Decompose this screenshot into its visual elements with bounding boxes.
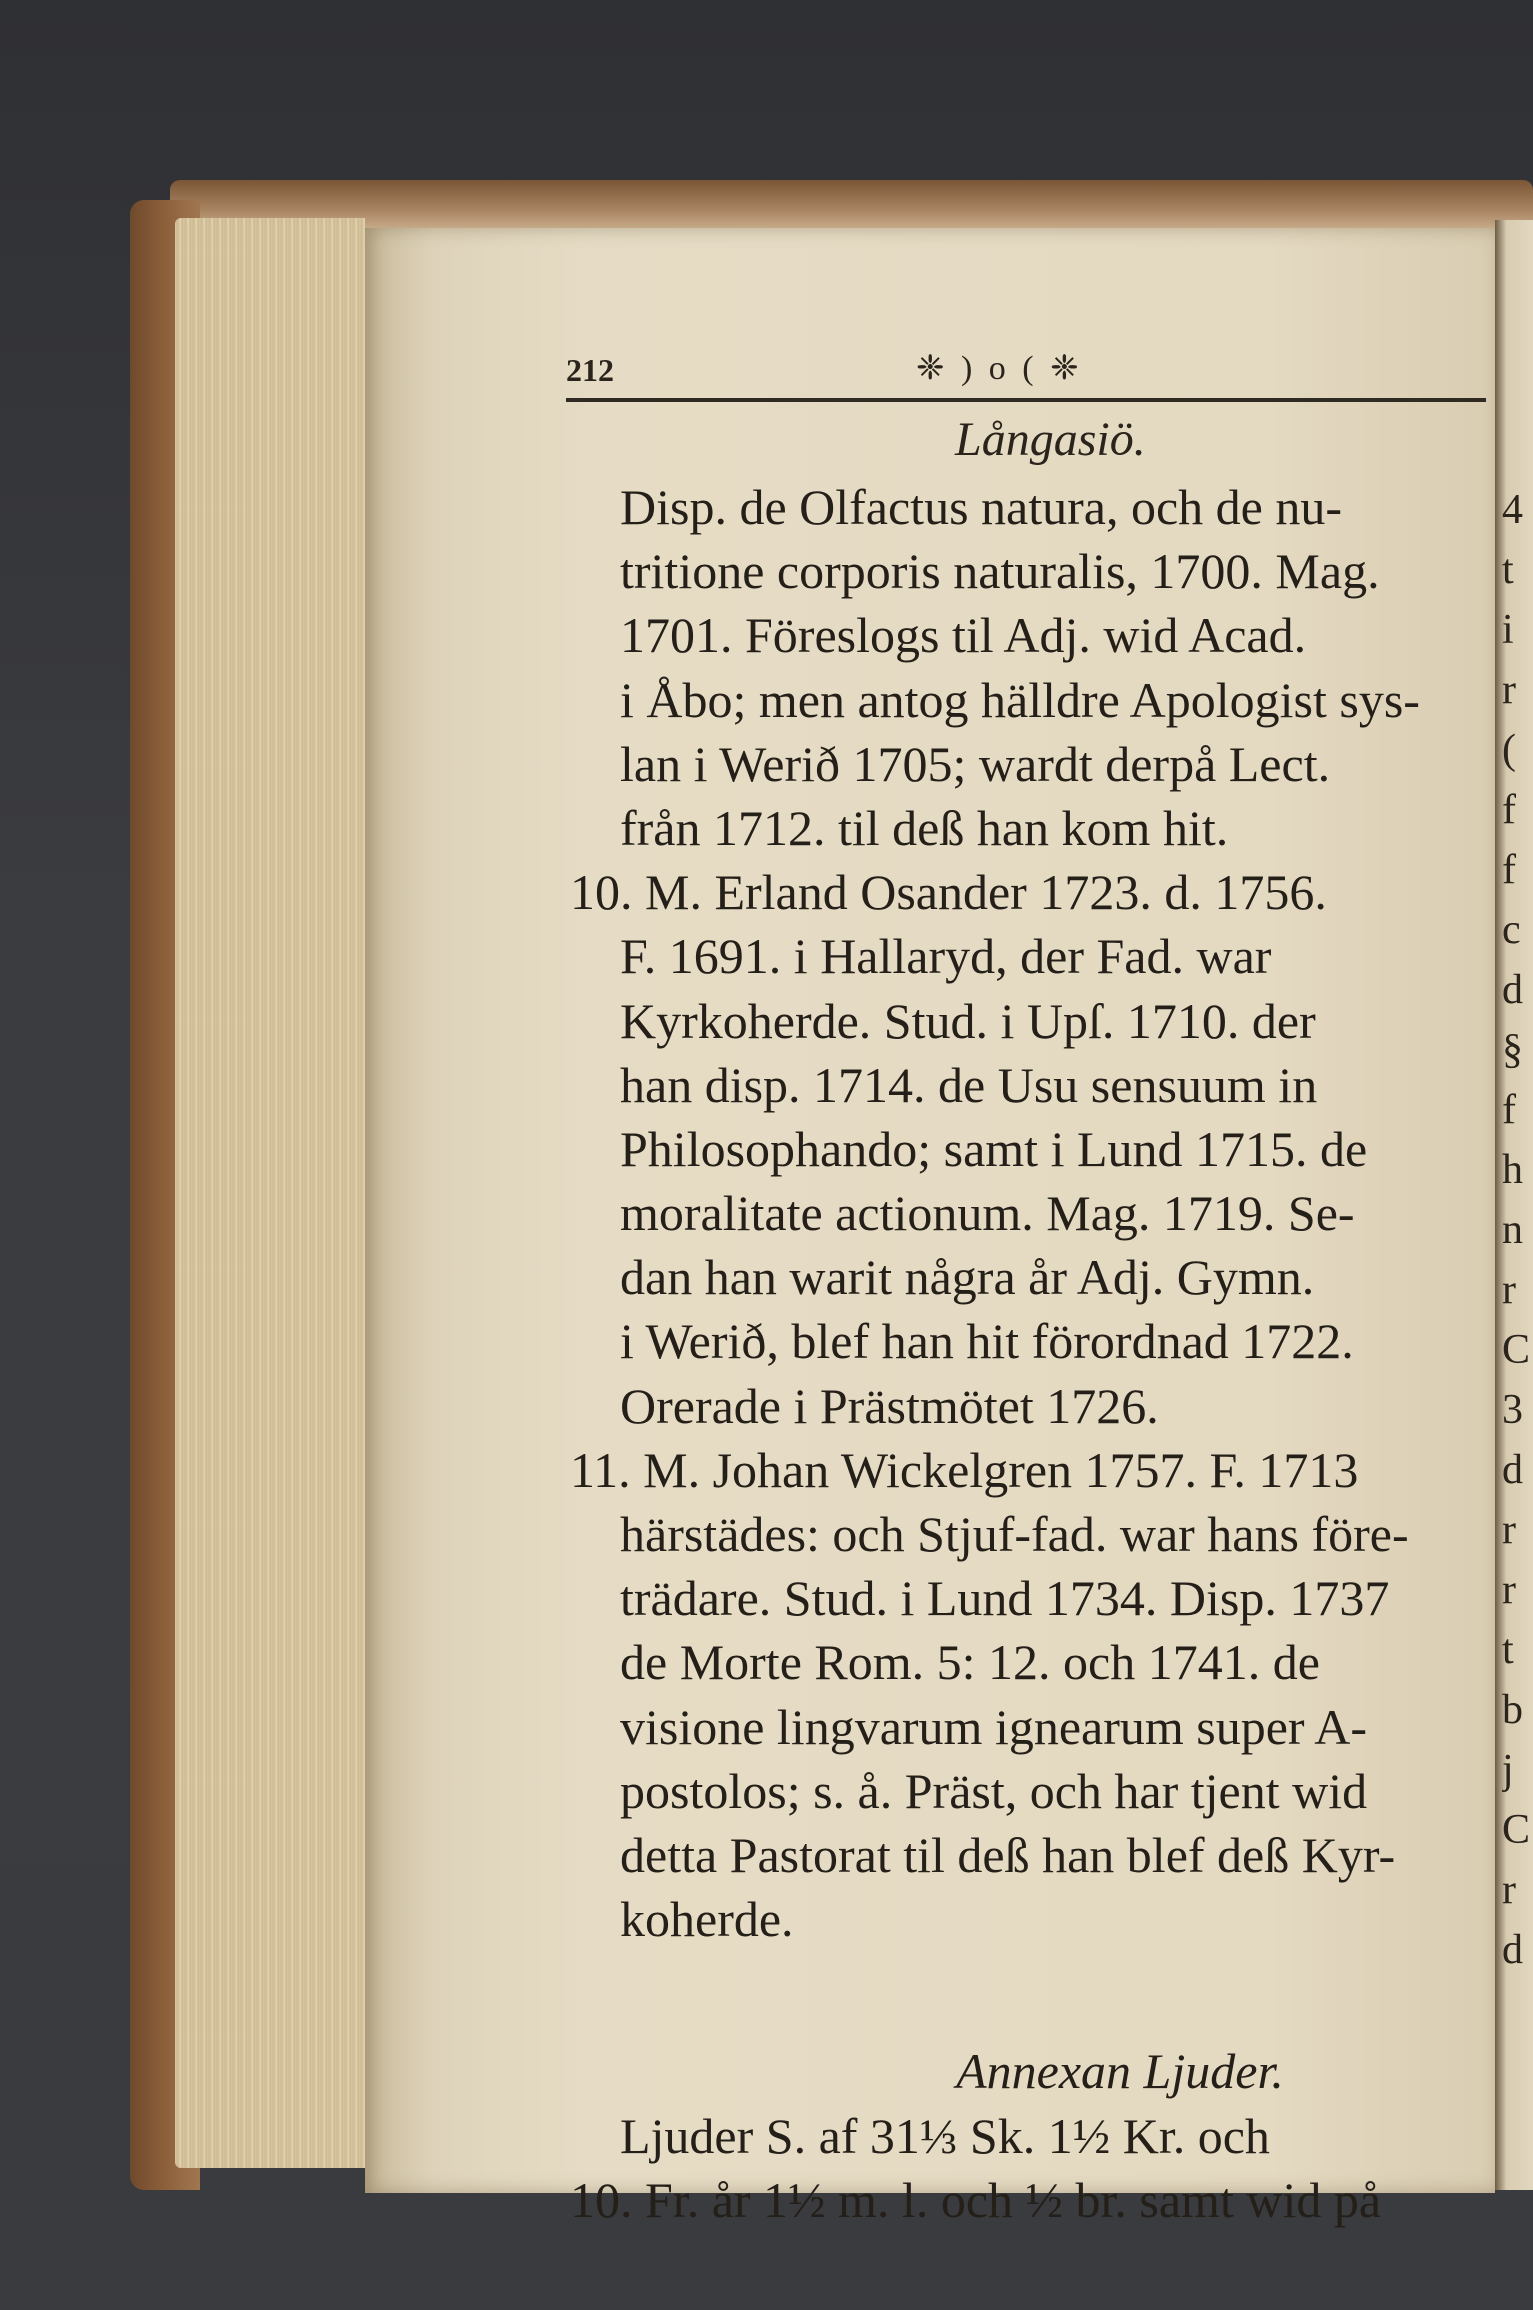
text-line: i Åbo; men antog hälldre Apologist sys-	[620, 671, 1420, 728]
book-cover-top	[170, 180, 1533, 230]
text-line: härstädes: och Stjuf-fad. war hans före-	[620, 1506, 1409, 1562]
text-line: 10. Fr. år 1½ m. l. och ½ br. samt wid på	[570, 2171, 1382, 2228]
text-line: från 1712. til deß han kom hit.	[620, 799, 1229, 856]
page-edges	[175, 218, 365, 2168]
text-line: trädare. Stud. i Lund 1734. Disp. 1737	[620, 1570, 1390, 1627]
text-line: postolos; s. å. Präst, och har tjent wid	[620, 1762, 1368, 1819]
text-line: han disp. 1714. de Usu sensuum in	[620, 1056, 1318, 1113]
text-line: detta Pastorat til deß han blef deß Kyr-	[620, 1826, 1396, 1883]
text-line: F. 1691. i Hallaryd, der Fad. war	[620, 928, 1272, 985]
text-line: 10. M. Erland Osander 1723. d. 1756.	[570, 864, 1327, 921]
text-line: 1701. Föreslogs til Adj. wid Acad.	[620, 607, 1307, 664]
text-line: Ljuder S. af 31⅓ Sk. 1½ Kr. och	[620, 2107, 1270, 2164]
text-line: koherde.	[620, 1891, 794, 1948]
text-line: Kyrkoherde. Stud. i Upſ. 1710. der	[620, 992, 1316, 1049]
body-text	[570, 475, 1500, 2232]
text-line: dan han warit några år Adj. Gymn.	[620, 1249, 1315, 1306]
text-line: Orerade i Prästmötet 1726.	[620, 1377, 1159, 1434]
annex-title: Annexan Ljuder.	[956, 2043, 1284, 2100]
text-line: moralitate actionum. Mag. 1719. Se-	[620, 1185, 1355, 1242]
text-line: tritione corporis naturalis, 1700. Mag.	[620, 543, 1380, 600]
section-title: Långasiö.	[955, 413, 1146, 466]
annex-text-lines	[570, 2104, 1500, 2232]
text-line: Disp. de Olfactus natura, och de nu-	[620, 479, 1342, 535]
page-number: 212	[566, 352, 614, 388]
text-line: lan i Werið 1705; wardt derpå Lect.	[620, 735, 1331, 792]
facing-page-text: 4 t i r ( f f c d § f h n r C 3 d r r t b j C r d	[1502, 487, 1531, 1973]
text-line: 11. M. Johan Wickelgren 1757. F. 1713	[570, 1441, 1359, 1498]
header-ornament: ❈ ) o ( ❈	[916, 350, 1083, 387]
text-line: i Werið, blef han hit förordnad 1722.	[620, 1313, 1354, 1370]
header-rule	[566, 398, 1486, 402]
text-line: de Morte Rom. 5: 12. och 1741. de	[620, 1634, 1320, 1691]
text-line: visione lingvarum ignearum super A-	[620, 1698, 1368, 1755]
text-line: Philosophando; samt i Lund 1715. de	[620, 1120, 1368, 1177]
text-lines	[570, 475, 1500, 1951]
paragraph-gap	[620, 1951, 1500, 2029]
